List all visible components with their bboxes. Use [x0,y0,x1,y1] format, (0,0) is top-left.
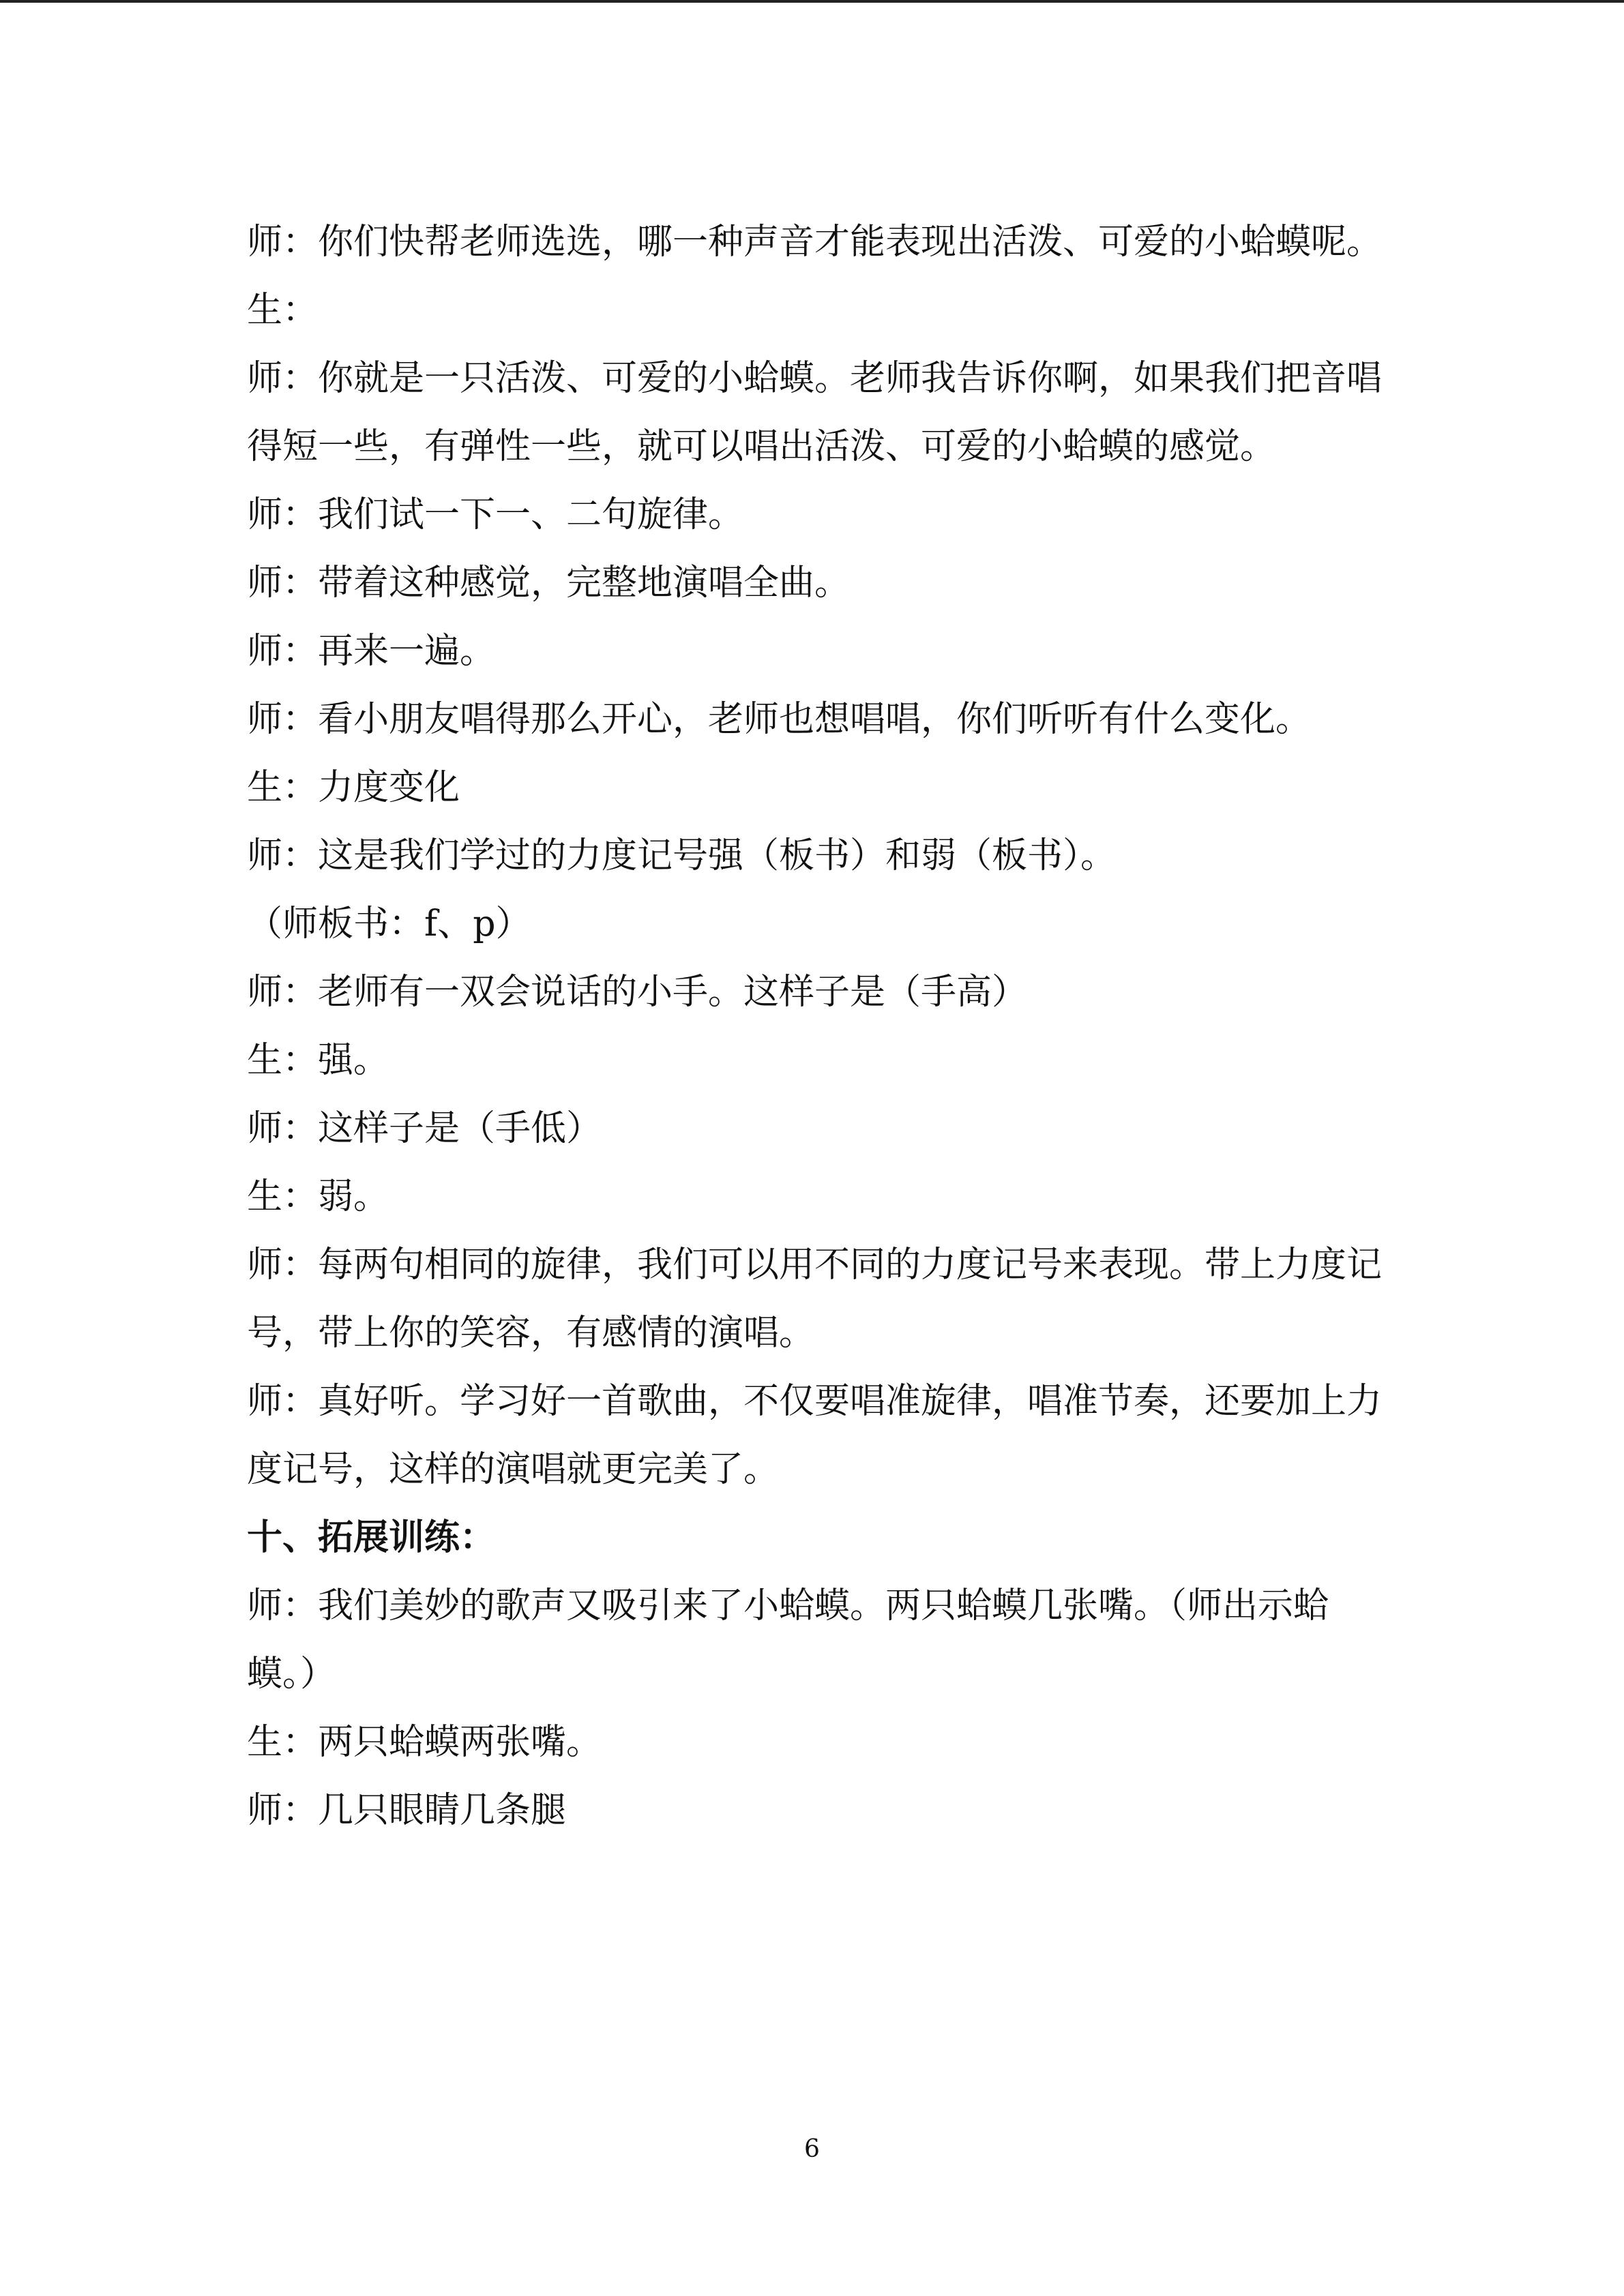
paragraph: 师：再来一遍。 [247,631,496,672]
paragraph: 师：这是我们学过的力度记号强（板书）和弱（板书）。 [247,835,1117,876]
paragraph: 师：带着这种感觉，完整地演唱全曲。 [247,563,851,603]
paragraph: 师：每两句相同的旋律，我们可以用不同的力度记号来表现。带上力度记号，带上你的笑容，有感情的演唱。 [247,1244,1383,1354]
paragraph: 师：你就是一只活泼、可爱的小蛤蟆。老师我告诉你啊，如果我们把音唱得短一些，有弹性一些，就可以唱出活泼、可爱的小蛤蟆的感觉。 [247,358,1383,467]
paragraph: 师：我们试一下一、二句旋律。 [247,494,744,535]
paragraph: 师：老师有一双会说话的小手。这样子是（手高） [247,972,1028,1013]
paragraph: 生：弱。 [247,1176,389,1217]
paragraph: 生：力度变化 [247,767,460,808]
paragraph: 师：几只眼睛几条腿 [247,1790,567,1831]
paragraph: 生：两只蛤蟆两张嘴。 [247,1722,602,1763]
paragraph: 师：我们美妙的歌声又吸引来了小蛤蟆。两只蛤蟆几张嘴。（师出示蛤蟆。） [247,1585,1329,1695]
paragraph: 生： [247,290,319,331]
paragraph: 师：真好听。学习好一首歌曲，不仅要唱准旋律，唱准节奏，还要加上力度记号，这样的演唱就更完美了。 [247,1381,1383,1490]
document-body [247,208,1393,1845]
paragraph: 师：看小朋友唱得那么开心，老师也想唱唱，你们听听有什么变化。 [247,699,1312,740]
paragraph: 生：强。 [247,1040,389,1081]
paragraph: 师：你们快帮老师选选，哪一种声音才能表现出活泼、可爱的小蛤蟆呢。 [247,222,1383,263]
paragraph: （师板书：f、p） [247,904,531,944]
paragraph: 师：这样子是（手低） [247,1108,602,1149]
section-heading: 十、拓展训练： [247,1517,496,1558]
page-number: 6 [804,2135,820,2163]
top-border-line [0,0,1624,3]
